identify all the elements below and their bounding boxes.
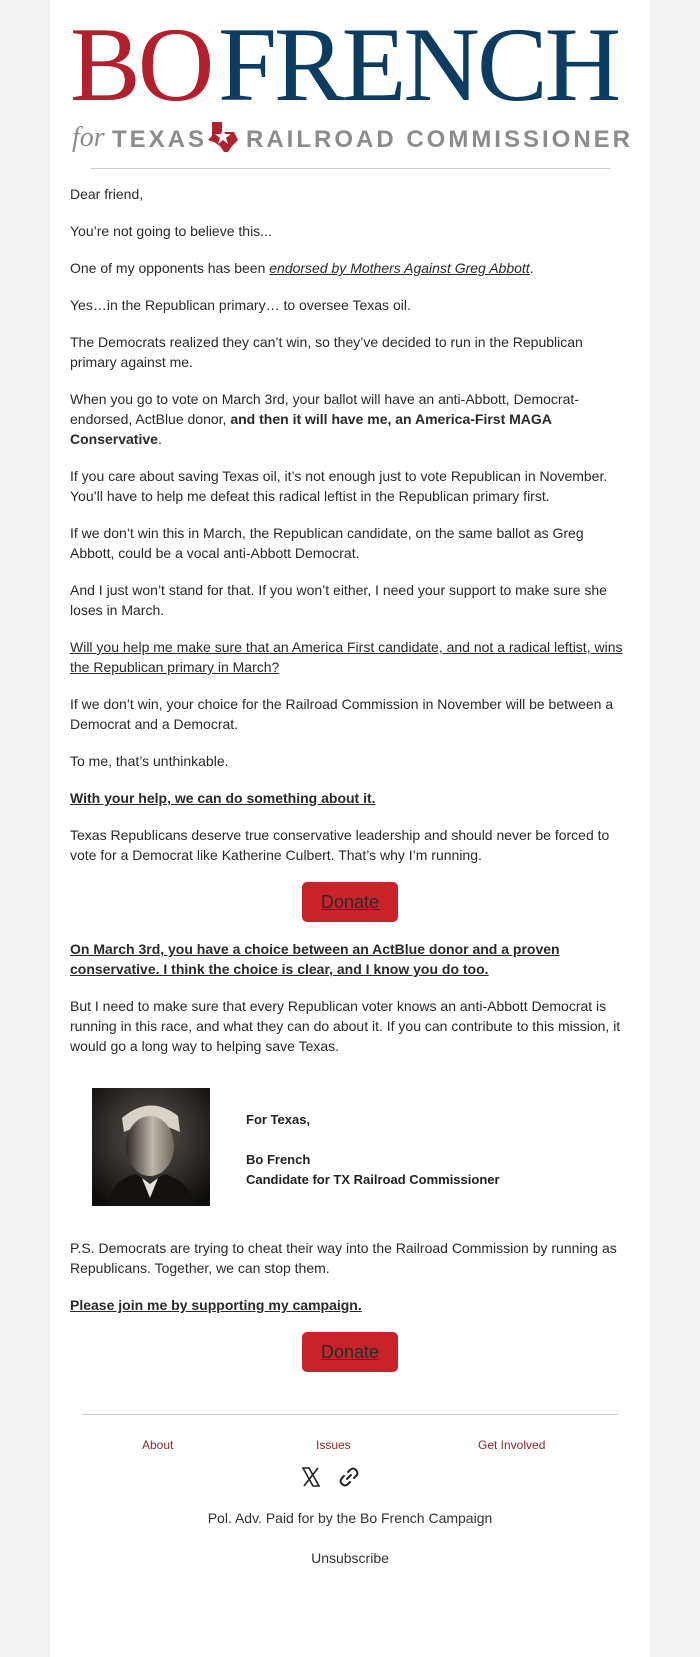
header-divider (90, 168, 610, 169)
paragraph: If we don’t win this in March, the Republican candidate, on the same ballot as Greg Abbott, could be a vocal anti-Abbott Democrat. (70, 525, 584, 561)
paragraph: And I just won’t stand for that. If you won’t either, I need your support to make sure she loses in March. (70, 582, 607, 618)
paragraph (70, 637, 630, 677)
footer-nav (50, 1438, 650, 1458)
paragraph: If we don’t win, your choice for the Railroad Commission in November will be between a Democrat and a Democrat. (70, 696, 614, 732)
candidate-portrait (92, 1088, 210, 1206)
logo-texas-text: TEXAS (112, 126, 208, 153)
campaign-logo (70, 6, 633, 164)
paragraph: Texas Republicans deserve true conservative leadership and should never be forced to vote for a Democrat like Katherine Culbert. That’s why I’m running. (70, 827, 610, 863)
paragraph: If you care about saving Texas oil, it’s not enough just to vote Republican in November. You’ll have to help me defeat this radical leftist in the Republican primary first. (70, 468, 608, 504)
x-icon[interactable] (300, 1466, 322, 1488)
paragraph: One of my opponents has been endorsed by Mothers Against Greg Abbott. (70, 260, 534, 276)
choice-link[interactable]: On March 3rd, you have a choice between an ActBlue donor and a proven conservative. I think the choice is clear, and I know you do too. (70, 941, 560, 977)
email-card (50, 0, 650, 1657)
footer-link-issues[interactable]: Issues (316, 1438, 351, 1452)
endorsement-link[interactable]: endorsed by Mothers Against Greg Abbott (269, 260, 530, 276)
footer-divider (82, 1414, 618, 1415)
donate-button[interactable]: Donate (302, 882, 398, 922)
sig-closing: For Texas, (246, 1112, 311, 1127)
footer-link-about[interactable]: About (142, 1438, 174, 1452)
footer-link-get-involved[interactable]: Get Involved (478, 1438, 546, 1452)
paragraph: The Democrats realized they can’t win, so they’ve decided to run in the Republican primary against me. (70, 334, 583, 370)
logo-bo-text: BO (70, 6, 212, 123)
support-campaign-link[interactable]: Please join me by supporting my campaign. (70, 1297, 362, 1313)
paragraph (70, 939, 630, 979)
help-primary-link[interactable]: Will you help me make sure that an America First candidate, and not a radical leftist, wins the Republican primary in March? (70, 639, 623, 675)
paragraph: When you go to vote on March 3rd, your ballot will have an anti-Abbott, Democrat-endorsed, ActBlue donor, and then it will have me, an America-First MAGA Conservative. (70, 391, 579, 447)
unsubscribe-link[interactable]: Unsubscribe (311, 1550, 389, 1566)
paragraph: But I need to make sure that every Republican voter knows an anti-Abbott Democrat is running in this race, and what they can do about it. If you can contribute to this mission, it would go a long way to helping save Texas. (70, 998, 621, 1054)
logo-french-text: FRENCH (218, 6, 619, 123)
social-links (50, 1466, 650, 1494)
signature-block (70, 1088, 630, 1220)
bold-text: and then it will have me, an America-First MAGA Conservative (70, 411, 552, 447)
paragraph: To me, that’s unthinkable. (70, 753, 229, 769)
with-your-help-link[interactable]: With your help, we can do something about it. (70, 790, 376, 806)
texas-state-icon (206, 120, 240, 154)
donate-button-bottom[interactable]: Donate (302, 1332, 398, 1372)
paragraph (70, 1295, 630, 1315)
paragraph: Yes…in the Republican primary… to oversee Texas oil. (70, 297, 411, 313)
logo-office-text: RAILROAD COMMISSIONER (246, 126, 633, 153)
paragraph (70, 788, 630, 808)
greeting: Dear friend, (70, 186, 144, 202)
letter-body (70, 184, 630, 1389)
sig-title: Candidate for TX Railroad Commissioner (246, 1172, 500, 1187)
sig-name: Bo French (246, 1152, 311, 1167)
paragraph: You’re not going to believe this... (70, 223, 272, 239)
link-icon[interactable] (338, 1466, 360, 1488)
ps-paragraph: P.S. Democrats are trying to cheat their way into the Railroad Commission by running as Republicans. Together, we can stop them. (70, 1240, 617, 1276)
paid-for-disclaimer: Pol. Adv. Paid for by the Bo French Campaign (207, 1510, 493, 1526)
logo-for-text: for (72, 122, 105, 153)
